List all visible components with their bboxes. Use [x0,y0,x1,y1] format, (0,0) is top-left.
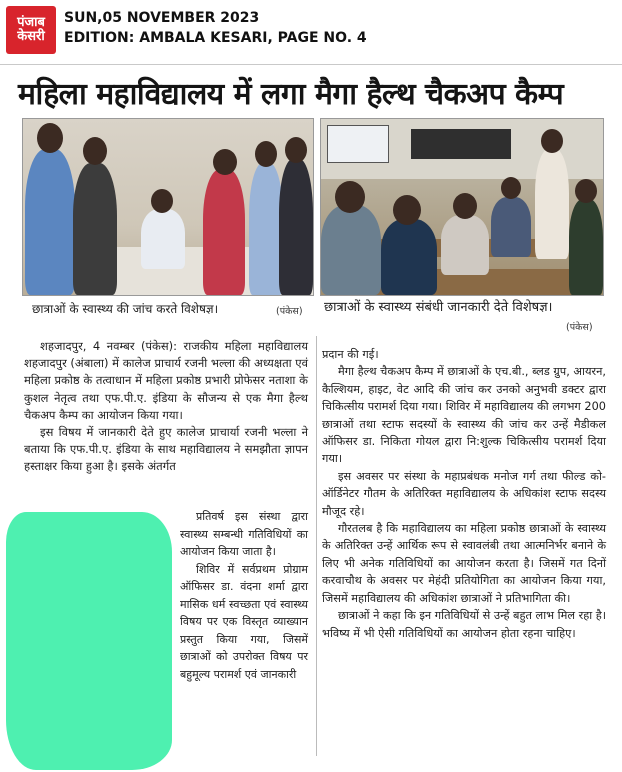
logo-line-1: पंजाब [17,15,45,31]
person-shape [535,149,569,259]
head-shape [83,137,107,165]
person-shape [381,219,437,295]
photo-health-checkup [22,118,314,296]
article-column-1 [24,338,308,476]
person-shape [25,149,75,295]
head-shape [575,179,597,203]
person-shape [321,205,381,295]
head-shape [213,149,237,175]
head-shape [541,129,563,153]
page-header [0,0,622,62]
person-shape [249,163,283,295]
person-shape [279,159,313,295]
person-shape [441,215,489,275]
person-shape [491,197,531,257]
publication-date: SUN,05 NOVEMBER 2023 [64,10,260,26]
blackboard-shape [411,129,511,159]
article-column-2 [322,346,606,642]
person-shape [73,163,117,295]
column-divider [316,336,317,756]
head-shape [501,177,521,199]
paragraph: इस अवसर पर संस्था के महाप्रबंधक मनोज गर्ग तथा फील्ड को-ऑर्डिनेटर गौतम के अतिरिक्त महाविद्यालय के अधिकांश स्टाफ सदस्य मौजूद रहे। [322,469,606,518]
edition-meta [64,8,367,48]
paragraph: छात्राओं ने कहा कि इन गतिविधियों से उन्हें बहुत लाभ मिल रहा है। भविष्य में भी ऐसी गतिविधियों का आयोजन होता रहना चाहिए। [322,609,607,640]
photo-classroom [320,118,604,296]
head-shape [255,141,277,167]
logo-line-2: केसरी [17,29,45,44]
head-shape [453,193,477,219]
projector-screen [327,125,389,163]
paragraph: गौरतलब है कि महाविद्यालय का महिला प्रकोष्ठ छात्राओं के स्वास्थ्य के अतिरिक्त उन्हें आर्थिक रूप से स्वावलंबी तथा आत्मनिर्भर बनाने के लिए भी अनेक गतिविधियों का आयोजन करता है। जिसमें गत दिनों करवाचौथ के अवसर पर मेहंदी प्रतियोगिता का आयोजन किया गया, जिसमें महाविद्यालय की अधिकांश छात्राओं ने प्रतिभागिता की। [322,522,606,605]
newspaper-logo [6,6,56,54]
paragraph: मैगा हैल्थ चैकअप कैम्प में छात्राओं के एच.बी., ब्लड ग्रुप, आयरन, कैल्शियम, हाइट, वेट आदि की जांच कर उनको अनुभवी डक्टर द्वारा चिकित्सीय परामर्श दिया गया। शिविर में महाविद्यालय की लगभग 200 छात्राओं तथा स्टाफ सदस्यों के स्वास्थ्य की जांच कर उन्हें मैडीकल ऑफिसर डा. निकिता गोयल द्वारा नि:शुल्क चिकित्सीय परामर्श दिया गया। [322,365,606,466]
article-headline: महिला महाविद्यालय में लगा मैगा हैल्थ चैकअप कैम्प [18,77,564,112]
photo2-credit: (पंकेस) [566,322,593,333]
person-shape [203,169,245,295]
header-divider [0,64,622,65]
paragraph: शिविर में सर्वप्रथम प्रोग्राम ऑफिसर डा. वंदना शर्मा द्वारा मासिक धर्म स्वच्छता एवं स्वास्थ्य विषय पर एक विस्तृत व्याख्यान प्रस्तुत किया गया, जिसमें छात्राओं को उपरोक्त विषय पर बहुमूल्य परामर्श एवं जानकारी [180,562,308,681]
photo1-caption: छात्राओं के स्वास्थ्य की जांच करते विशेषज्ञ। [32,302,219,316]
head-shape [151,189,173,213]
person-shape [569,199,603,295]
photo2-caption: छात्राओं के स्वास्थ्य संबंधी जानकारी देते विशेषज्ञ। [324,300,553,315]
article-column-1-narrow [180,508,308,683]
paragraph: इस विषय में जानकारी देते हुए कालेज प्राचार्या रजनी भल्ला ने बताया कि एफ.पी.ए. इंडिया के साथ महाविद्यालय ने समझौता ज्ञापन हस्ताक्षर किया हुआ है। इसके अंतर्गत [24,425,308,474]
redaction-overlay [6,512,172,770]
head-shape [335,181,365,213]
paragraph: शहजादपुर, 4 नवम्बर (पंकेस): राजकीय महिला महाविद्यालय शहजादपुर (अंबाला) में कालेज प्राचार्य रजनी भल्ला की अध्यक्षता एवं महिला प्रकोष्ठ के तत्वाधान में महिला प्रकोष्ठ प्रभारी प्रोफेसर नताशा के कुशल नेतृत्व तथा एफ.पी.ए. इंडिया के सौजन्य से एक मैगा हैल्थ चैकअप कैम्प का आयोजन किया गया। [24,339,309,422]
paragraph: प्रतिवर्ष इस संस्था द्वारा स्वास्थ्य सम्बन्धी गतिविधियों का आयोजन किया जाता है। [180,510,308,558]
head-shape [37,123,63,153]
head-shape [393,195,421,225]
edition-info: EDITION: AMBALA KESARI, PAGE NO. 4 [64,30,367,46]
paragraph: प्रदान की गई। [322,348,379,361]
head-shape [285,137,307,163]
person-shape [141,209,185,269]
photo1-credit: (पंकेस) [276,306,303,317]
